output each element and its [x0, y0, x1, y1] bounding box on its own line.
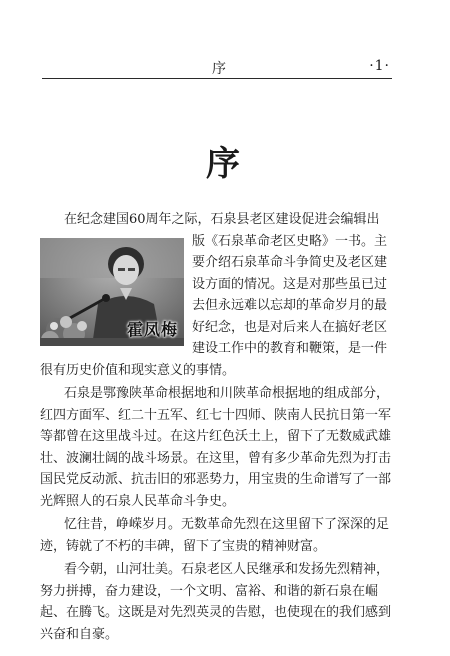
- header-section-title: 序: [212, 61, 226, 77]
- paragraph-line: 版《石泉革命老区史略》一书。主: [192, 233, 388, 249]
- paragraph-line: 起、在腾飞。这既是对先烈英灵的告慰，也使现在的我们感到: [40, 605, 392, 620]
- paragraph-line: 去但永远难以忘却的革命岁月的最: [192, 298, 388, 313]
- author-photo: [40, 238, 184, 346]
- paragraph-line: 红四方面军、红二十五军、红七十四师、陕南人民抗日第一军: [40, 407, 392, 423]
- paragraph-line: 建设工作中的教育和鞭策，是一件: [192, 341, 388, 356]
- paragraph-line: 设方面的情况。这是对那些虽已过: [192, 276, 388, 292]
- paragraph-line: 好纪念，也是对后来人在搞好老区: [192, 319, 388, 335]
- running-header: [42, 56, 392, 79]
- paragraph-line: 壮、波澜壮阔的战斗场景。在这里，曾有多少革命先烈为打击: [40, 450, 392, 466]
- paragraph-line: 等都曾在这里战斗过。在这片红色沃土上，留下了无数威武雄: [40, 429, 392, 444]
- page-number: ·1·: [369, 58, 390, 74]
- paragraph-line: 国民党反动派、抗击旧的邪恶势力，用宝贵的生命谱写了一部: [40, 472, 392, 487]
- paragraph-line: 光辉照人的石泉人民革命斗争史。: [40, 493, 236, 509]
- paragraph-line: 石泉是鄂豫陕革命根据地和川陕革命根据地的组成部分，: [64, 386, 390, 401]
- paragraph-line: 迹，铸就了不朽的丰碑，留下了宝贵的精神财富。: [40, 538, 327, 554]
- page-title: 序: [206, 144, 244, 184]
- paragraph-line: 忆往昔，峥嵘岁月。无数革命先烈在这里留下了深深的足: [64, 517, 390, 532]
- paragraph-line: 努力拼搏，奋力建设，一个文明、富裕、和谐的新石泉在崛: [40, 583, 379, 599]
- paragraph-line: 在纪念建国60周年之际，石泉县老区建设促进会编辑出: [64, 212, 380, 227]
- paragraph-line: 看今朝，山河壮美。石泉老区人民继承和发扬先烈精神，: [64, 562, 390, 577]
- photo-caption: 霍凤梅: [126, 320, 178, 339]
- paragraph-line: 很有历史价值和现实意义的事情。: [40, 362, 236, 378]
- paragraph-line: 要介绍石泉革命斗争简史及老区建: [192, 255, 388, 270]
- paragraph-line: 兴奋和自豪。: [40, 626, 119, 642]
